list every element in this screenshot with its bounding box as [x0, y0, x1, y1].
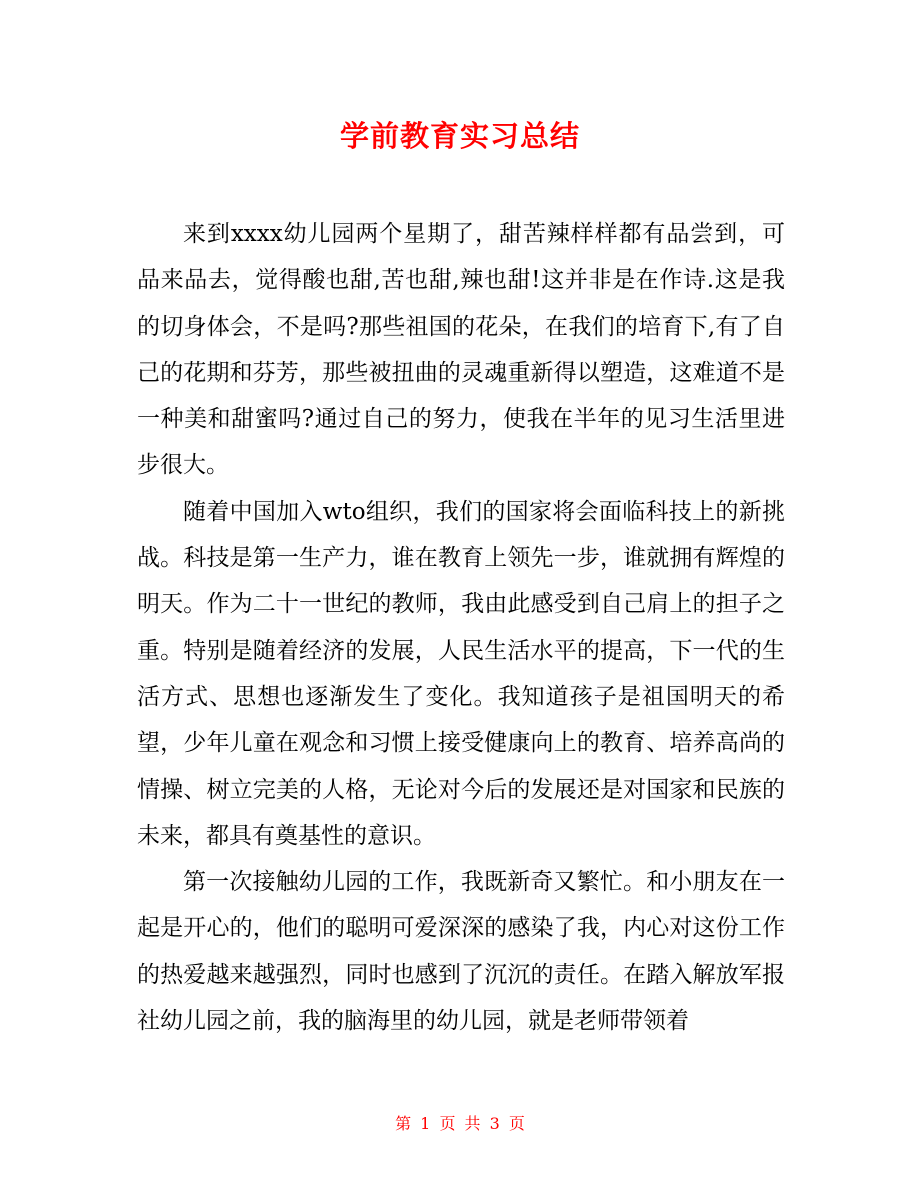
document-title: 学前教育实习总结 [339, 119, 580, 153]
paragraph-1: 来到xxxx幼儿园两个星期了，甜苦辣样样都有品尝到，可品来品去，觉得酸也甜,苦也甜,辣也甜!这并非是在作诗.这是我的切身体会，不是吗?那些祖国的花朵，在我们的培育下,有了自己的花期和芬芳，那些被扭曲的灵魂重新得以塑造，这难道不是一种美和甜蜜吗?通过自己的努力，使我在半年的见习生活里进步很大。 [137, 221, 785, 479]
document-body [137, 211, 785, 1044]
page-footer: 第 1 页 共 3 页 [395, 1114, 525, 1133]
paragraph-3: 第一次接触幼儿园的工作，我既新奇又繁忙。和小朋友在一起是开心的，他们的聪明可爱深深的感染了我，内心对这份工作的热爱越来越强烈，同时也感到了沉沉的责任。在踏入解放军报社幼儿园之前，我的脑海里的幼儿园，就是老师带领着 [137, 869, 785, 1035]
paragraph-2: 随着中国加入wto组织，我们的国家将会面临科技上的新挑战。科技是第一生产力，谁在教育上领先一步，谁就拥有辉煌的明天。作为二十一世纪的教师，我由此感受到自己肩上的担子之重。特别是随着经济的发展，人民生活水平的提高，下一代的生活方式、思想也逐渐发生了变化。我知道孩子是祖国明天的希望，少年儿童在观念和习惯上接受健康向上的教育、培养高尚的情操、树立完美的人格，无论对今后的发展还是对国家和民族的未来，都具有奠基性的意识。 [137, 498, 785, 849]
